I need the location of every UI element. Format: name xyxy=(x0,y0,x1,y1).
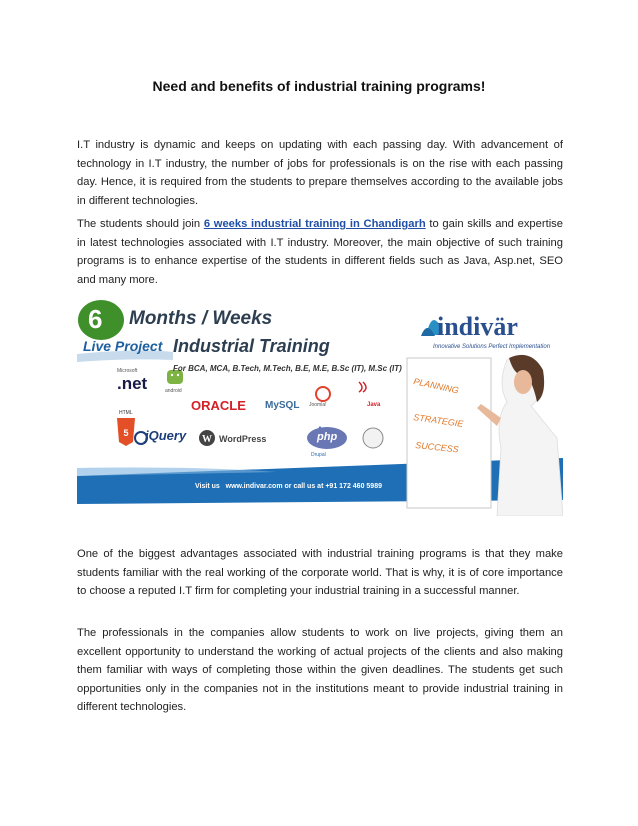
training-banner-image xyxy=(77,298,563,516)
banner-contact xyxy=(195,483,382,490)
jquery-logo: jQuery xyxy=(145,428,187,443)
brand-name: indivär xyxy=(437,312,518,341)
php-logo: php xyxy=(317,431,338,443)
banner-industrial-training: Industrial Training xyxy=(173,336,330,356)
paragraph-training-start: The students should join xyxy=(77,218,204,230)
java-label: Java xyxy=(367,402,381,408)
paragraph-training-end: to gain skills and expertise in latest technologies associated with I.T industry. Moreover, the main objective of such training programs is to enhance expertise of the students in different fields such as Java, Asp.net, SEO and many more. xyxy=(77,218,563,286)
svg-text:5: 5 xyxy=(123,428,129,438)
wordpress-logo: WordPress xyxy=(219,434,267,444)
dotnet-logo: .net xyxy=(117,374,148,393)
presenter-face xyxy=(514,370,532,394)
microsoft-label: Microsoft xyxy=(117,368,138,374)
html5-label: HTML xyxy=(119,410,133,416)
banner-headline: Months / Weeks xyxy=(129,308,273,329)
banner-courses: For BCA, MCA, B.Tech, M.Tech, B.E, M.E, B.Sc (IT), M.Sc (IT) xyxy=(173,364,402,373)
drupal-label: Drupal xyxy=(311,452,326,458)
board-line-2: STRATEGIE xyxy=(412,412,464,429)
android-label: android xyxy=(165,388,182,394)
svg-text:W: W xyxy=(202,434,212,445)
visit-text: www.indivar.com or call us at +91 172 460 5989 xyxy=(225,483,382,490)
paragraph-advantages: One of the biggest advantages associated with industrial training programs is that they make students familiar with the real working of the corporate world. That is why, it is of core importance to choose a reputed I.T firm for completing your industrial training in a successful manner. xyxy=(77,548,563,598)
board-line-1: PLANNING xyxy=(412,376,460,396)
visit-label: Visit us xyxy=(195,483,220,490)
page-title: Need and benefits of industrial training programs! xyxy=(152,78,486,94)
brand-tagline: Innovative Solutions Perfect Implementation xyxy=(433,344,551,350)
paragraph-intro: I.T industry is dynamic and keeps on updating with each passing day. With advancement of technology in I.T industry, the number of jobs for professionals is on the rise with each passing day. Hence, it is required from the students to prepare themselves according to the available jobs in different technologies. xyxy=(77,139,563,207)
badge-number: 6 xyxy=(88,304,103,334)
ajax-icon xyxy=(363,428,383,448)
oracle-logo: ORACLE xyxy=(191,398,246,413)
training-link[interactable]: 6 weeks industrial training in Chandigarh xyxy=(203,218,426,230)
mysql-logo: MySQL xyxy=(265,400,300,411)
joomla-label: Joomla! xyxy=(309,402,327,408)
board-line-3: SUCCESS xyxy=(414,440,460,455)
banner-live-project: Live Project xyxy=(83,338,163,354)
paragraph-live-projects: The professionals in the companies allow students to work on live projects, giving them an excellent opportunity to understand the working of actual projects of the clients and also making them familiar with ways of completing those within the given deadlines. The students get such opportunities only in the companies not in the institutions meant to provide industrial training in different technologies. xyxy=(77,627,563,714)
paragraph-training xyxy=(77,215,563,289)
